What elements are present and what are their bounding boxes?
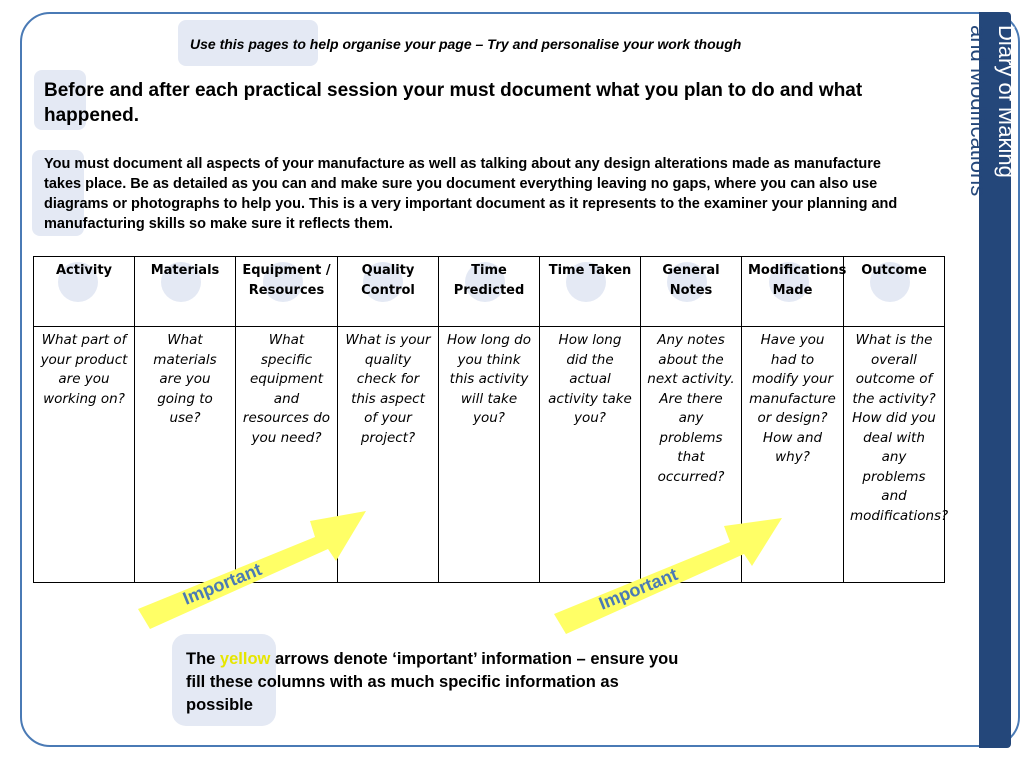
page-title bbox=[948, 25, 1020, 325]
page-title-line1: Diary of Making bbox=[994, 25, 1019, 178]
arrow-legend-note bbox=[186, 648, 686, 717]
cell-general-notes: Any notes about the next activity. Are there any problems that occurred? bbox=[641, 327, 742, 583]
cell-equipment: What specific equipment and resources do you need? bbox=[236, 327, 338, 583]
column-header-time-predicted: Time Predicted bbox=[439, 257, 540, 327]
cell-time-taken: How long did the actual activity take you? bbox=[540, 327, 641, 583]
heading: Before and after each practical session your must document what you plan to do and what happened. bbox=[44, 80, 863, 126]
arrow-label: Important bbox=[596, 564, 681, 614]
legend-suffix: arrows denote ‘important’ information – ensure you fill these columns with as much specific information as possible bbox=[186, 650, 679, 714]
arrow-label: Important bbox=[180, 559, 265, 609]
table-header-row bbox=[34, 257, 945, 327]
cell-materials: What materials are you going to use? bbox=[135, 327, 236, 583]
column-header-time-taken: Time Taken bbox=[540, 257, 641, 327]
cell-time-predicted: How long do you think this activity will take you? bbox=[439, 327, 540, 583]
important-arrow-right bbox=[548, 512, 793, 642]
column-header-quality-control: Quality Control bbox=[338, 257, 439, 327]
page-title-line2: and Modifications bbox=[966, 25, 991, 197]
cell-modifications: Have you had to modify your manufacture or design? How and why? bbox=[742, 327, 844, 583]
cell-outcome: What is the overall outcome of the activity? How did you deal with any problems and modifications? bbox=[844, 327, 945, 583]
body-paragraph: You must document all aspects of your manufacture as well as talking about any design alterations made as manufacture takes place. Be as detailed as you can and make sure you document everything leaving no gaps, where you can also use diagrams or photographs to help you. This is a very important document as it represents to the examiner your planning and manufacturing skills so make sure it reflects them. bbox=[44, 156, 898, 232]
column-header-outcome: Outcome bbox=[844, 257, 945, 327]
column-header-materials: Materials bbox=[135, 257, 236, 327]
instruction-note: Use this pages to help organise your page – Try and personalise your work though bbox=[190, 36, 742, 52]
cell-activity: What part of your product are you working on? bbox=[34, 327, 135, 583]
column-header-modifications: Modifications Made bbox=[742, 257, 844, 327]
column-header-activity: Activity bbox=[34, 257, 135, 327]
column-header-general-notes: General Notes bbox=[641, 257, 742, 327]
legend-prefix: The bbox=[186, 650, 220, 668]
column-header-equipment: Equipment / Resources bbox=[236, 257, 338, 327]
important-arrow-left bbox=[130, 505, 375, 640]
legend-highlight: yellow bbox=[219, 650, 271, 668]
cell-quality-control: What is your quality check for this aspect of your project? bbox=[338, 327, 439, 583]
